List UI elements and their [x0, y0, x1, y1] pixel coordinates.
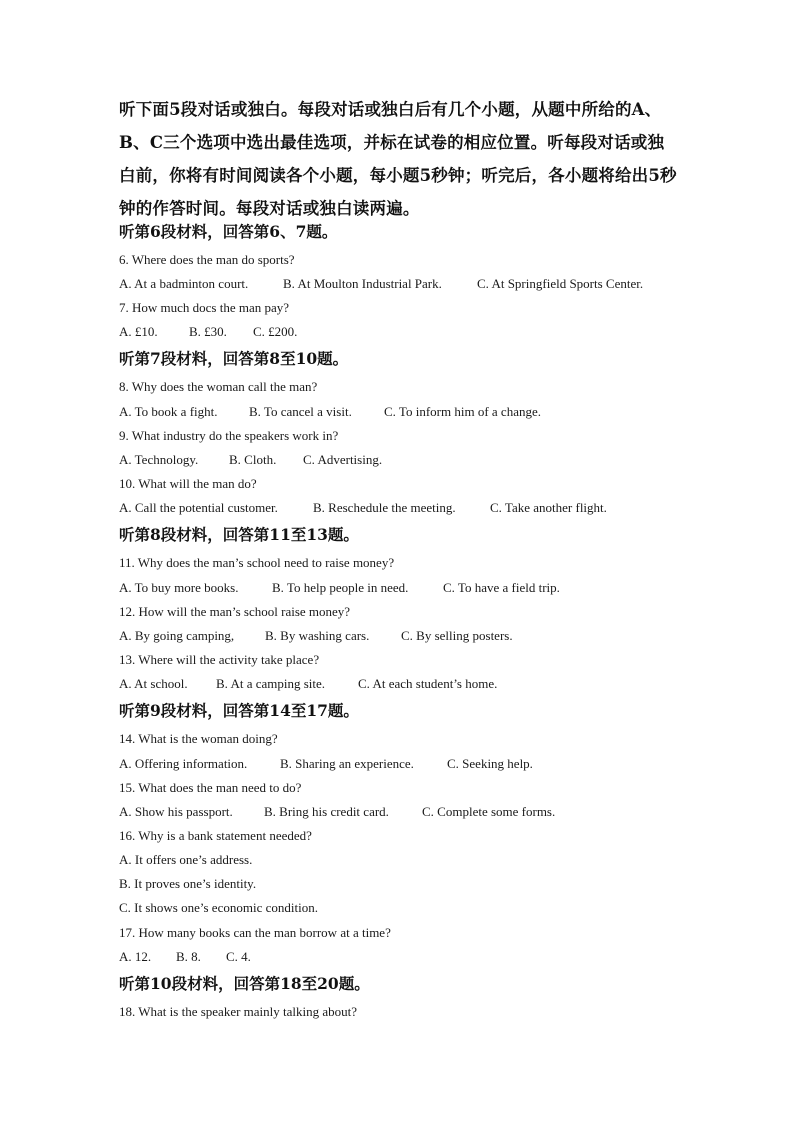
question-7: 7. How much docs the man pay? — [119, 300, 290, 315]
question-17: 17. How many books can the man borrow at a time? — [119, 925, 391, 940]
option-16c: C. It shows one’s economic condition. — [119, 900, 318, 915]
section-heading-7: 听第7段材料，回答第8至10题。 — [119, 349, 349, 368]
option-16b: B. It proves one’s identity. — [119, 876, 257, 891]
option-6a: A. At a badminton court. — [119, 276, 249, 291]
option-13b: B. At a camping site. — [216, 676, 326, 691]
option-10a: A. Call the potential customer. — [119, 500, 278, 515]
option-12c: C. By selling posters. — [401, 628, 513, 643]
section-heading-6: 听第6段材料，回答第6、7题。 — [119, 222, 338, 241]
option-11c: C. To have a field trip. — [443, 580, 560, 595]
question-15: 15. What does the man need to do? — [119, 780, 302, 795]
option-6c: C. At Springfield Sports Center. — [477, 276, 644, 291]
option-8b: B. To cancel a visit. — [249, 404, 352, 419]
option-9c: C. Advertising. — [303, 452, 383, 467]
option-8c: C. To inform him of a change. — [384, 404, 541, 419]
question-6: 6. Where does the man do sports? — [119, 252, 295, 267]
option-16a: A. It offers one’s address. — [119, 852, 253, 867]
option-15c: C. Complete some forms. — [422, 804, 556, 819]
option-12a: A. By going camping, — [119, 628, 235, 643]
question-13: 13. Where will the activity take place? — [119, 652, 320, 667]
option-15a: A. Show his passport. — [119, 804, 233, 819]
question-9: 9. What industry do the speakers work in? — [119, 428, 339, 443]
section-heading-10: 听第10段材料，回答第18至20题。 — [119, 974, 370, 993]
section-heading-9: 听第9段材料，回答第14至17题。 — [119, 701, 359, 720]
option-11b: B. To help people in need. — [272, 580, 409, 595]
question-16: 16. Why is a bank statement needed? — [119, 828, 312, 843]
option-14a: A. Offering information. — [119, 756, 248, 771]
option-17b: B. 8. — [176, 949, 201, 964]
option-17a: A. 12. — [119, 949, 152, 964]
question-10: 10. What will the man do? — [119, 476, 257, 491]
option-7b: B. £30. — [189, 324, 227, 339]
option-17c: C. 4. — [226, 949, 251, 964]
option-15b: B. Bring his credit card. — [264, 804, 389, 819]
option-14c: C. Seeking help. — [447, 756, 533, 771]
option-12b: B. By washing cars. — [265, 628, 370, 643]
option-9b: B. Cloth. — [229, 452, 277, 467]
option-13a: A. At school. — [119, 676, 188, 691]
option-7c: C. £200. — [253, 324, 298, 339]
section-heading-8: 听第8段材料，回答第11至13题。 — [119, 525, 359, 544]
question-14: 14. What is the woman doing? — [119, 731, 278, 746]
option-11a: A. To buy more books. — [119, 580, 239, 595]
option-8a: A. To book a fight. — [119, 404, 218, 419]
option-9a: A. Technology. — [119, 452, 199, 467]
option-6b: B. At Moulton Industrial Park. — [283, 276, 442, 291]
question-12: 12. How will the man’s school raise money? — [119, 604, 351, 619]
question-11: 11. Why does the man’s school need to raise money? — [119, 555, 395, 570]
option-7a: A. £10. — [119, 324, 158, 339]
option-14b: B. Sharing an experience. — [280, 756, 414, 771]
listening-instructions: 听下面5段对话或独白。每段对话或独白后有几个小题，从题中所给的A、B、C三个选项中选出最佳选项，并标在试卷的相应位置。听每段对话或独白前，你将有时间阅读各个小题，每小题5秒钟；听完后，各小题将给出5秒钟的作答时间。每段对话或独白读两遍。 — [119, 100, 677, 218]
question-8: 8. Why does the woman call the man? — [119, 379, 318, 394]
option-13c: C. At each student’s home. — [358, 676, 498, 691]
option-10b: B. Reschedule the meeting. — [313, 500, 456, 515]
option-10c: C. Take another flight. — [490, 500, 607, 515]
question-18: 18. What is the speaker mainly talking about? — [119, 1004, 358, 1019]
